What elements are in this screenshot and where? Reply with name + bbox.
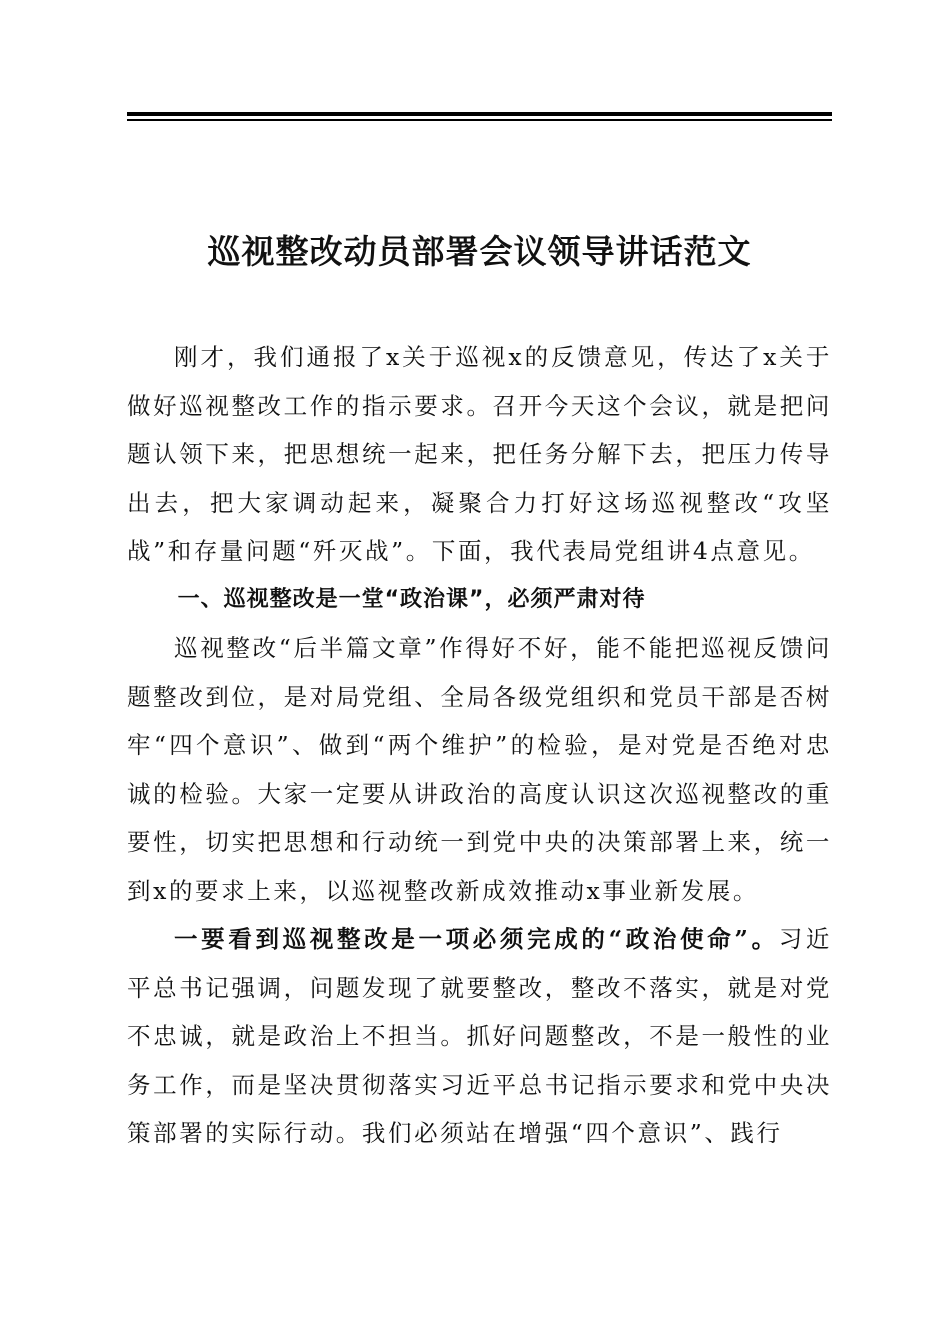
header-rule-thin — [127, 119, 832, 121]
document-body — [127, 333, 832, 1158]
point-1-paragraph — [127, 915, 832, 1158]
point-1-body: 习近平总书记强调，问题发现了就要整改，整改不落实，就是对党不忠诚，就是政治上不担当。抓好问题整改，不是一般性的业务工作，而是坚决贯彻落实习近平总书记指示要求和党中央决策部署的实际行动。我们必须站在增强“四个意识”、践行 — [127, 925, 832, 1147]
section-heading-1: 一、巡视整改是一堂“政治课”，必须严肃对待 — [177, 586, 646, 612]
section-1-paragraph: 巡视整改“后半篇文章”作得好不好，能不能把巡视反馈问题整改到位，是对局党组、全局各级党组织和党员干部是否树牢“四个意识”、做到“两个维护”的检验，是对党是否绝对忠诚的检验。大家一定要从讲政治的高度认识这次巡视整改的重要性，切实把思想和行动统一到党中央的决策部署上来，统一到x的要求上来，以巡视整改新成效推动x事业新发展。 — [127, 634, 832, 905]
intro-paragraph: 刚才，我们通报了x关于巡视x的反馈意见，传达了x关于做好巡视整改工作的指示要求。召开今天这个会议，就是把问题认领下来，把思想统一起来，把任务分解下去，把压力传导出去，把大家调动起来，凝聚合力打好这场巡视整改“攻坚战”和存量问题“歼灭战”。下面，我代表局党组讲4点意见。 — [127, 343, 832, 565]
header-rule-thick — [127, 112, 832, 116]
document-title: 巡视整改动员部署会议领导讲话范文 — [207, 232, 752, 271]
header-double-rule — [127, 112, 832, 121]
point-1-lead: 一要看到巡视整改是一项必须完成的“政治使命”。 — [174, 925, 779, 953]
